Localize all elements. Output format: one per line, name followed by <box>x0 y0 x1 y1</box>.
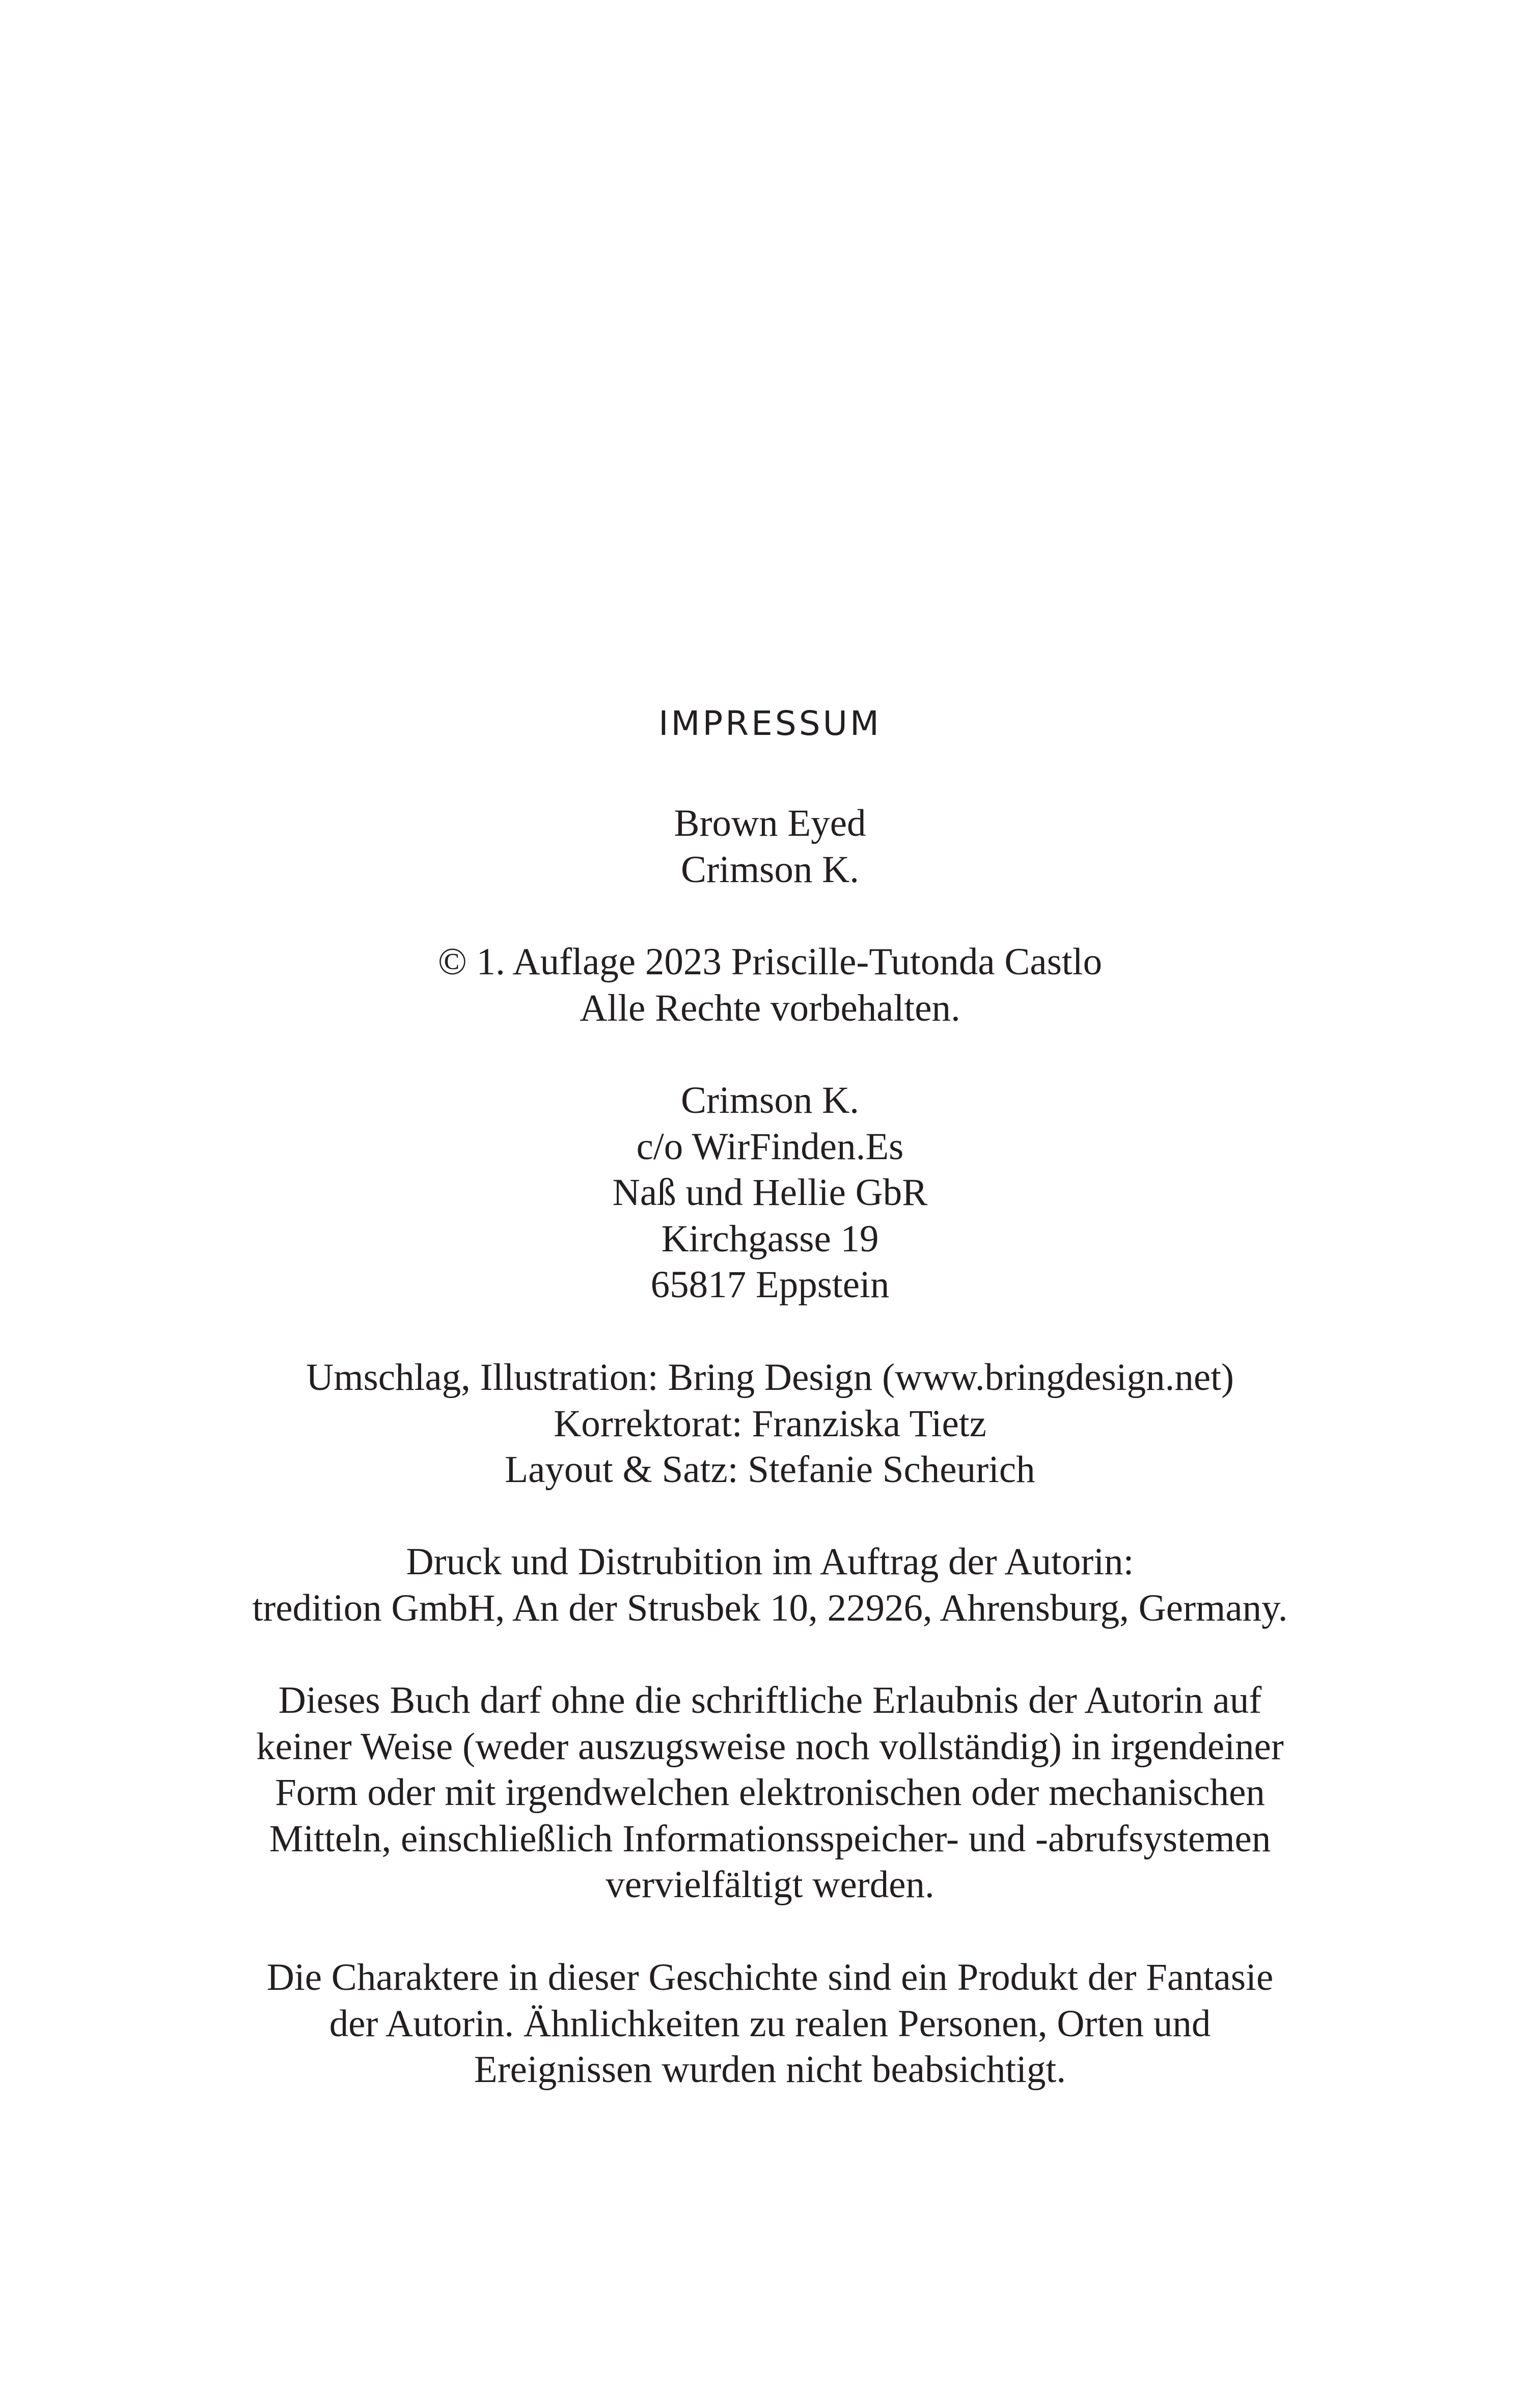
copyright-block <box>0 939 1540 1031</box>
credits-block <box>0 1355 1540 1493</box>
fiction-line: der Autorin. Ähnlichkeiten zu realen Personen, Orten und <box>329 2002 1211 2045</box>
print-line-2: tredition GmbH, An der Strusbek 10, 22926, Ahrensburg, Germany. <box>252 1586 1288 1629</box>
fiction-line: Ereignissen wurden nicht beabsichtigt. <box>474 2048 1066 2091</box>
rights-block <box>0 1678 1540 1908</box>
rights-reserved-line: Alle Rechte vorbehalten. <box>580 987 960 1029</box>
credit-layout: Layout & Satz: Stefanie Scheurich <box>505 1448 1035 1491</box>
copyright-line: © 1. Auflage 2023 Priscille-Tutonda Castlo <box>437 941 1103 983</box>
rights-line: vervielfältigt werden. <box>606 1864 934 1906</box>
print-line-1: Druck und Distrubition im Auftrag der Autorin: <box>406 1541 1134 1583</box>
address-care-of: c/o WirFinden.Es <box>636 1125 904 1168</box>
print-block <box>0 1539 1540 1631</box>
address-block <box>0 1078 1540 1308</box>
rights-line: Dieses Buch darf ohne die schriftliche Erlaubnis der Autorin auf <box>278 1679 1262 1721</box>
address-name: Crimson K. <box>680 1079 860 1121</box>
rights-line: Mitteln, einschließlich Informationsspeicher- und -abrufsystemen <box>269 1817 1271 1860</box>
title-block <box>0 801 1540 893</box>
fiction-disclaimer-block <box>0 1955 1540 2093</box>
rights-line: Form oder mit irgendwelchen elektronischen oder mechanischen <box>275 1771 1265 1814</box>
fiction-line: Die Charaktere in dieser Geschichte sind ein Produkt der Fantasie <box>266 1956 1274 1998</box>
address-street: Kirchgasse 19 <box>661 1217 879 1260</box>
book-title: Brown Eyed <box>674 802 866 844</box>
address-city: 65817 Eppstein <box>650 1264 890 1306</box>
rights-line: keiner Weise (weder auszugsweise noch vollständig) in irgendeiner <box>256 1725 1284 1768</box>
credit-cover: Umschlag, Illustration: Bring Design (www.bringdesign.net) <box>306 1356 1234 1399</box>
address-company: Naß und Hellie GbR <box>612 1171 928 1214</box>
author-name: Crimson K. <box>680 848 860 891</box>
credit-proofreading: Korrektorat: Franziska Tietz <box>554 1402 986 1445</box>
page-title: IMPRESSUM <box>658 704 882 743</box>
